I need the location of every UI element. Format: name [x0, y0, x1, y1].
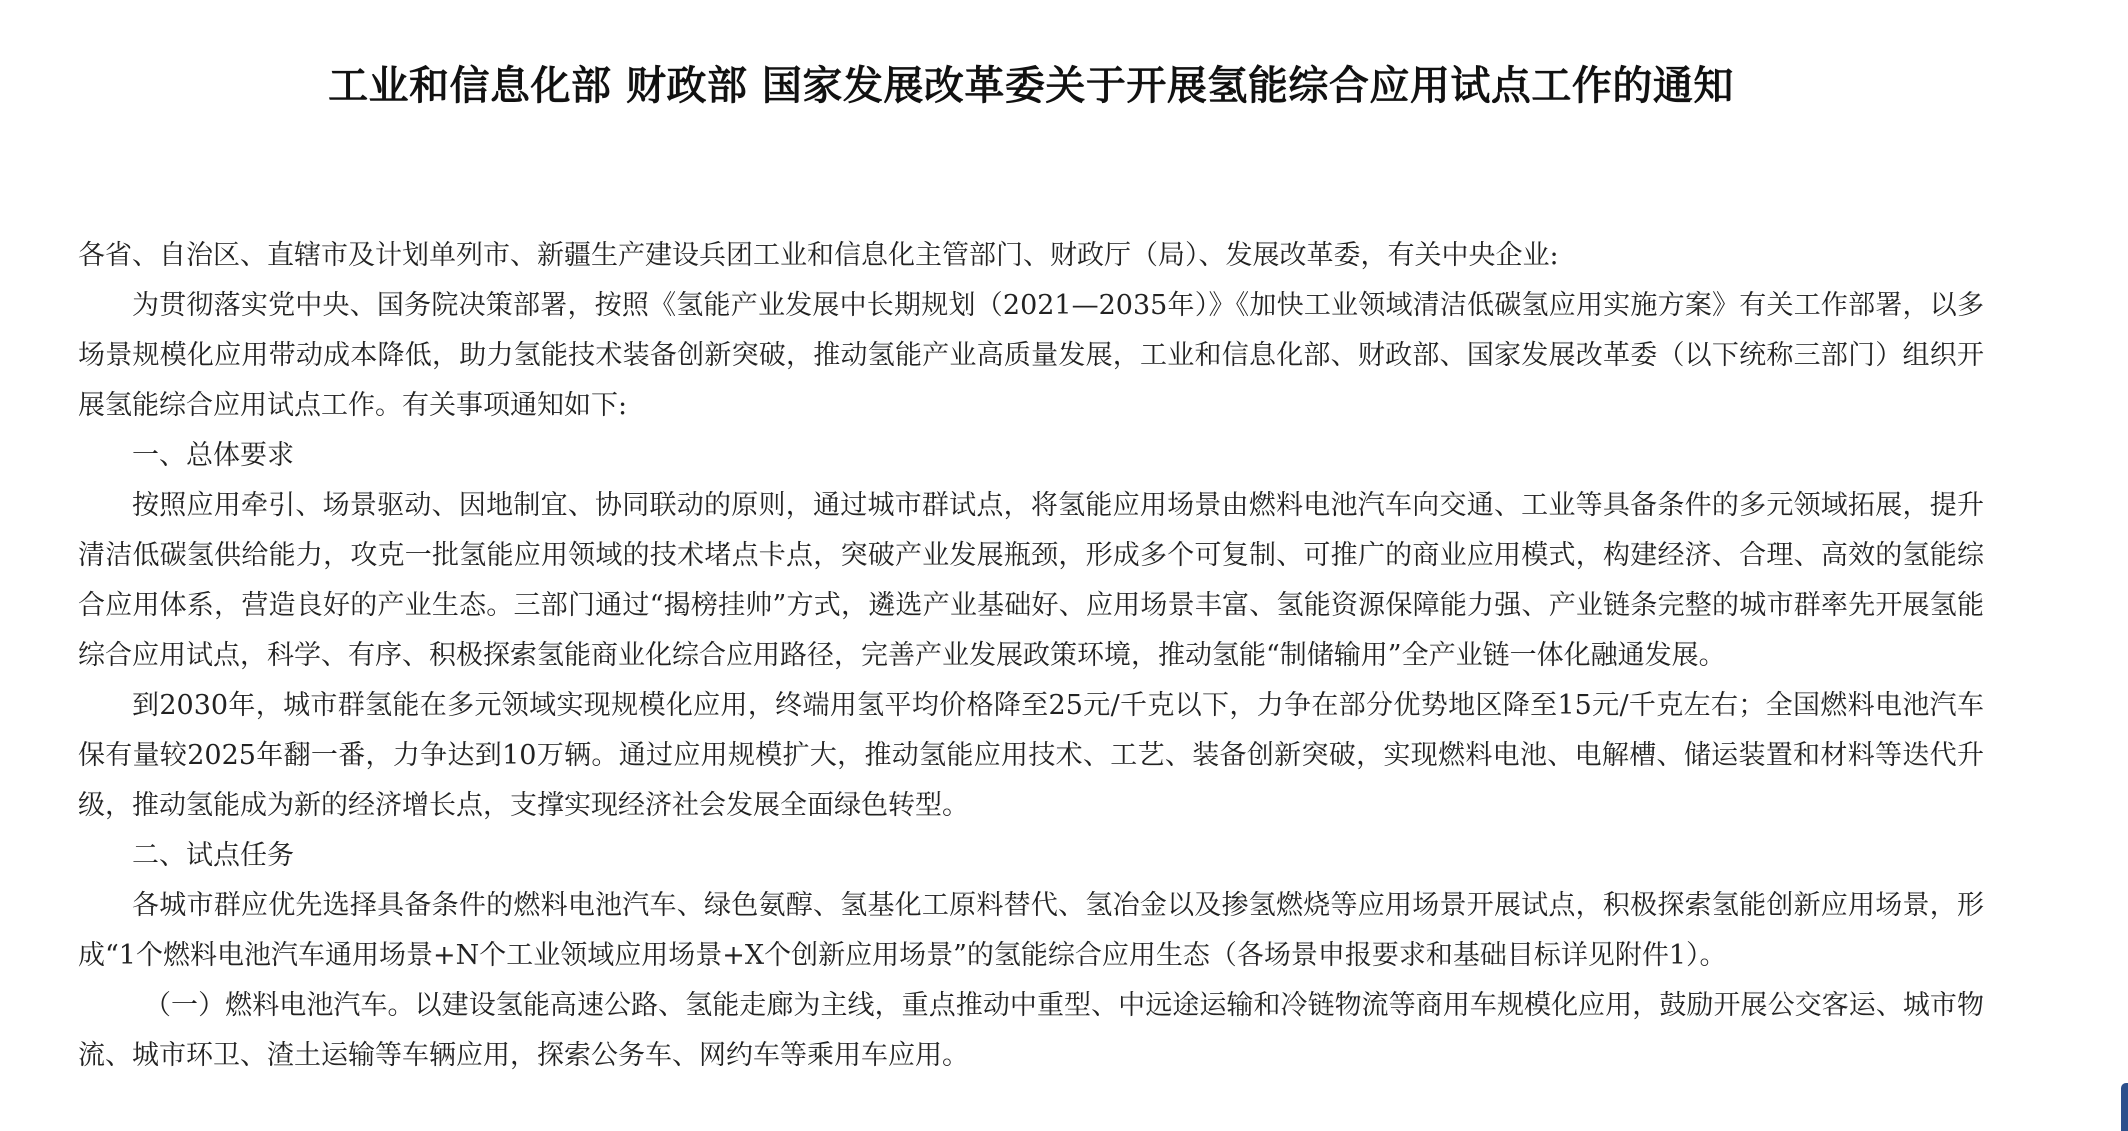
section-heading-pilot-tasks: 二、试点任务 [132, 840, 294, 871]
document-page [78, 0, 1984, 1071]
document-title: 工业和信息化部 财政部 国家发展改革委关于开展氢能综合应用试点工作的通知 [328, 63, 1734, 109]
pilot-tasks-paragraph: 各城市群应优先选择具备条件的燃料电池汽车、绿色氨醇、氢基化工原料替代、氢冶金以及掺氢燃烧等应用场景开展试点，积极探索氢能创新应用场景，形成“1个燃料电池汽车通用场景+N个工业领域应用场景+X个创新应用场景”的氢能综合应用生态（各场景申报要求和基础目标详见附件1）。 [78, 890, 1984, 971]
section-heading-general-requirements: 一、总体要求 [132, 440, 294, 471]
targets-paragraph: 到2030年，城市群氢能在多元领域实现规模化应用，终端用氢平均价格降至25元/千克以下，力争在部分优势地区降至15元/千克左右；全国燃料电池汽车保有量较2025年翻一番，力争达到10万辆。通过应用规模扩大，推动氢能应用技术、工艺、装备创新突破，实现燃料电池、电解槽、储运装置和材料等迭代升级，推动氢能成为新的经济增长点，支撑实现经济社会发展全面绿色转型。 [78, 690, 1984, 821]
document-body [78, 231, 1984, 1081]
general-requirements-paragraph: 按照应用牵引、场景驱动、因地制宜、协同联动的原则，通过城市群试点，将氢能应用场景由燃料电池汽车向交通、工业等具备条件的多元领域拓展，提升清洁低碳氢供给能力，攻克一批氢能应用领域的技术堵点卡点，突破产业发展瓶颈，形成多个可复制、可推广的商业应用模式，构建经济、合理、高效的氢能综合应用体系，营造良好的产业生态。三部门通过“揭榜挂帅”方式，遴选产业基础好、应用场景丰富、氢能资源保障能力强、产业链条完整的城市群率先开展氢能综合应用试点，科学、有序、积极探索氢能商业化综合应用路径，完善产业发展政策环境，推动氢能“制储输用”全产业链一体化融通发展。 [78, 490, 1984, 671]
intro-paragraph: 为贯彻落实党中央、国务院决策部署，按照《氢能产业发展中长期规划（2021—2035年）》《加快工业领域清洁低碳氢应用实施方案》有关工作部署，以多场景规模化应用带动成本降低，助力氢能技术装备创新突破，推动氢能产业高质量发展，工业和信息化部、财政部、国家发展改革委（以下统称三部门）组织开展氢能综合应用试点工作。有关事项通知如下: [78, 290, 1984, 421]
salutation-paragraph: 各省、自治区、直辖市及计划单列市、新疆生产建设兵团工业和信息化主管部门、财政厅（局）、发展改革委，有关中央企业: [78, 240, 1559, 271]
side-floating-tab[interactable] [2121, 1083, 2128, 1131]
fuel-cell-vehicles-paragraph: （一）燃料电池汽车。以建设氢能高速公路、氢能走廊为主线，重点推动中重型、中远途运输和冷链物流等商用车规模化应用，鼓励开展公交客运、城市物流、城市环卫、渣土运输等车辆应用，探索公务车、网约车等乘用车应用。 [78, 990, 1984, 1071]
